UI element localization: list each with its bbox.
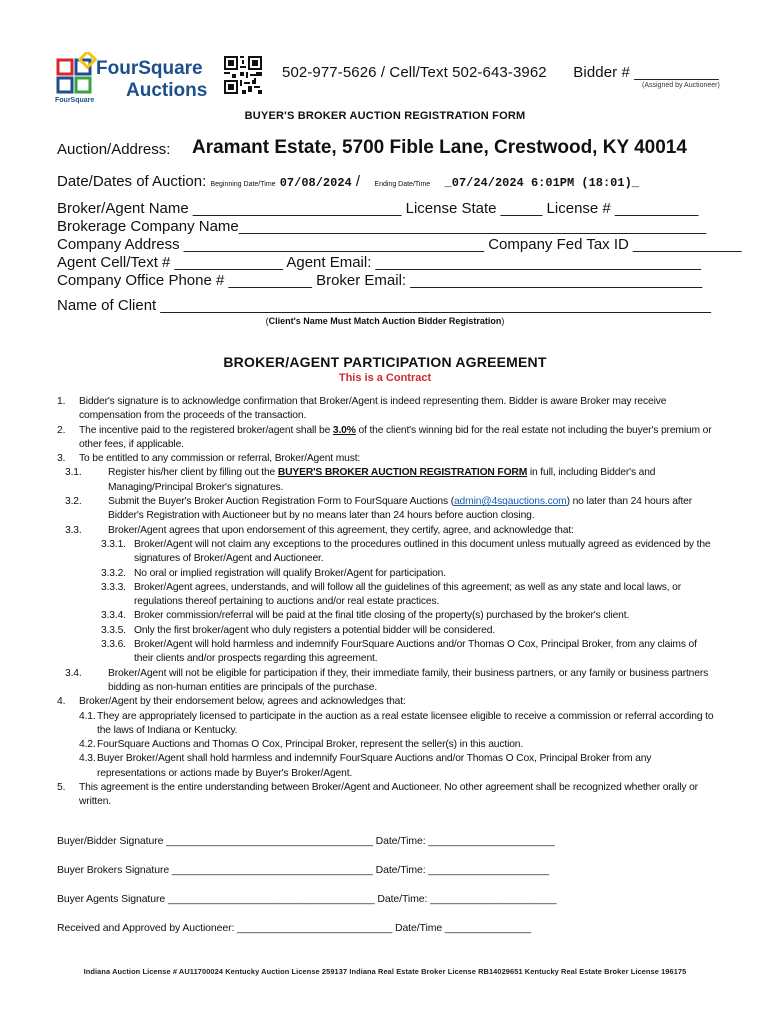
end-date-label: Ending Date/Time [374, 181, 431, 188]
term-3-4: 3.4. Broker/Agent will not be eligible for participation if they, their immediate family, their business partners, or any family or business partners bidding as non-human entities are principals of the purchase. [65, 667, 709, 693]
buyer-brokers-signature-line[interactable]: Buyer Brokers Signature ___________________________________ Date/Time: _____________________ [57, 864, 549, 876]
term-4-3: 4.3. Buyer Broker/Agent shall hold harmless and indemnify FourSquare Auctions and/or Thomas O Cox, Principal Broker from any representations or actions made by Buyer's Broker/Agent. [79, 753, 652, 779]
agent-contact-field[interactable]: Agent Cell/Text # _____________ Agent Email: _______________________________________ [57, 254, 701, 271]
term-3-3-1: 3.3.1. Broker/Agent will not claim any exceptions to the procedures outlined in this document unless mutually agreed as evidenced by the signatures of Broker/Agent and Auctioneer. [101, 538, 711, 565]
term-2: 2. The incentive paid to the registered broker/agent shall be 3.0% of the client's winning bid for the real estate not including the buyer's premium or other fees, if applicable. [57, 424, 712, 450]
foursquare-logo [54, 52, 222, 104]
phone-numbers: 502-977-5626 / Cell/Text 502-643-3962 [282, 64, 547, 81]
company-address-field[interactable]: Company Address ____________________________________ Company Fed Tax ID _____________ [57, 236, 742, 253]
brand-word-2: Auctions [126, 80, 208, 101]
dates-label: Date/Dates of Auction: [57, 173, 207, 190]
term-3: 3. To be entitled to any commission or referral, Broker/Agent must: [57, 453, 361, 465]
broker-agent-name-field[interactable]: Broker/Agent Name _________________________ License State _____ License # __________ [57, 200, 699, 217]
term-4-2: 4.2. FourSquare Auctions and Thomas O Cox, Principal Broker, represent the seller(s) in this auction. [79, 739, 524, 751]
term-1: 1. Bidder's signature is to acknowledge confirmation that Broker/Agent is indeed representing them. Bidder is aware Broker may receive compensation from the proceeds of the transaction. [57, 396, 667, 422]
buyer-agents-signature-line[interactable]: Buyer Agents Signature ____________________________________ Date/Time: ______________________ [57, 893, 557, 905]
client-name-field[interactable]: Name of Client __________________________________________________________________ [57, 297, 711, 314]
agreement-terms [57, 395, 717, 810]
date-separator: / [355, 173, 361, 190]
form-title: BUYER'S BROKER AUCTION REGISTRATION FORM [244, 110, 526, 122]
bidder-number-field[interactable]: Bidder # __________ [573, 64, 719, 81]
term-3-2: 3.2. Submit the Buyer's Broker Auction Registration Form to FourSquare Auctions (admin@4sqauctions.com) no later than 24 hours after Bidder's Registration with Auctioneer but by no means later than 24 hours before auction closing. [65, 496, 693, 522]
term-3-1: 3.1. Register his/her client by filling out the BUYER'S BROKER AUCTION REGISTRATION FORM in full, including Bidder's and Managing/Principal Broker's signatures. [65, 467, 656, 493]
auction-address-value: Aramant Estate, 5700 Fible Lane, Crestwood, KY 40014 [192, 137, 687, 158]
admin-email-link[interactable]: admin@4sqauctions.com [453, 496, 567, 508]
qr-code-icon [224, 56, 262, 94]
license-footer: Indiana Auction License # AU11700024 Kentucky Auction License 259137 Indiana Real Estate Broker License RB14029651 Kentucky Real Estate Broker License 196175 [83, 967, 687, 976]
brand-word-1: FourSquare [96, 58, 203, 79]
auctioneer-approval-line[interactable]: Received and Approved by Auctioneer: ___________________________ Date/Time _______________ [57, 922, 532, 934]
contact-phones [282, 64, 719, 81]
agreement-subtitle: This is a Contract [338, 372, 432, 384]
agreement-title: BROKER/AGENT PARTICIPATION AGREEMENT [223, 354, 547, 370]
form-name-reference: BUYER'S BROKER AUCTION REGISTRATION FORM [277, 467, 528, 479]
term-3-3: 3.3. Broker/Agent agrees that upon endorsement of this agreement, they certify, agree, and acknowledge that: [65, 524, 574, 536]
term-4: 4. Broker/Agent by their endorsement below, agrees and acknowledges that: [57, 696, 406, 708]
company-phone-field[interactable]: Company Office Phone # __________ Broker Email: ___________________________________ [57, 272, 703, 289]
assigned-note: (Assigned by Auctioneer) [642, 82, 720, 89]
brand-small: FourSquare [55, 97, 95, 104]
term-3-3-5: 3.3.5. Only the first broker/agent who duly registers a potential bidder will be considered. [101, 624, 495, 636]
term-5: 5. This agreement is the entire understanding between Broker/Agent and Auctioneer. No other agreement shall be recognized whether orally or written. [57, 782, 698, 808]
begin-date-value[interactable]: 07/08/2024 [279, 176, 352, 190]
auction-dates-row [57, 173, 639, 190]
buyer-bidder-signature-line[interactable]: Buyer/Bidder Signature ____________________________________ Date/Time: ______________________ [57, 835, 555, 847]
term-3-3-3: 3.3.3. Broker/Agent agrees, understands, and will follow all the guidelines of this agreement; as well as any state and local laws, or regulations thereof pertaining to auctions and/or real estate practices. [101, 581, 682, 608]
auction-address-label: Auction/Address: [57, 141, 171, 158]
begin-date-label: Beginning Date/Time [210, 181, 276, 188]
incentive-percent: 3.0% [332, 424, 356, 436]
term-4-1: 4.1. They are appropriately licensed to participate in the auction as a real estate licensee eligible to receive a commission or referral according to the laws of Indiana or Kentucky. [79, 710, 714, 736]
term-3-3-2: 3.3.2. No oral or implied registration will qualify Broker/Agent for participation. [101, 567, 446, 579]
term-3-3-4: 3.3.4. Broker commission/referral will be paid at the final title closing of the property(s) purchased by the broker's client. [101, 610, 630, 622]
client-name-note: (Client's Name Must Match Auction Bidder Registration) [265, 316, 505, 326]
term-3-3-6: 3.3.6. Broker/Agent will hold harmless and indemnify FourSquare Auctions and/or Thomas O Cox, Principal Broker, from any claims of their clients and/or prospects regarding this agreement. [101, 639, 697, 665]
brokerage-company-field[interactable]: Brokerage Company Name________________________________________________________ [57, 218, 706, 235]
end-date-value[interactable]: _07/24/2024 6:01PM (18:01)_ [444, 176, 639, 190]
